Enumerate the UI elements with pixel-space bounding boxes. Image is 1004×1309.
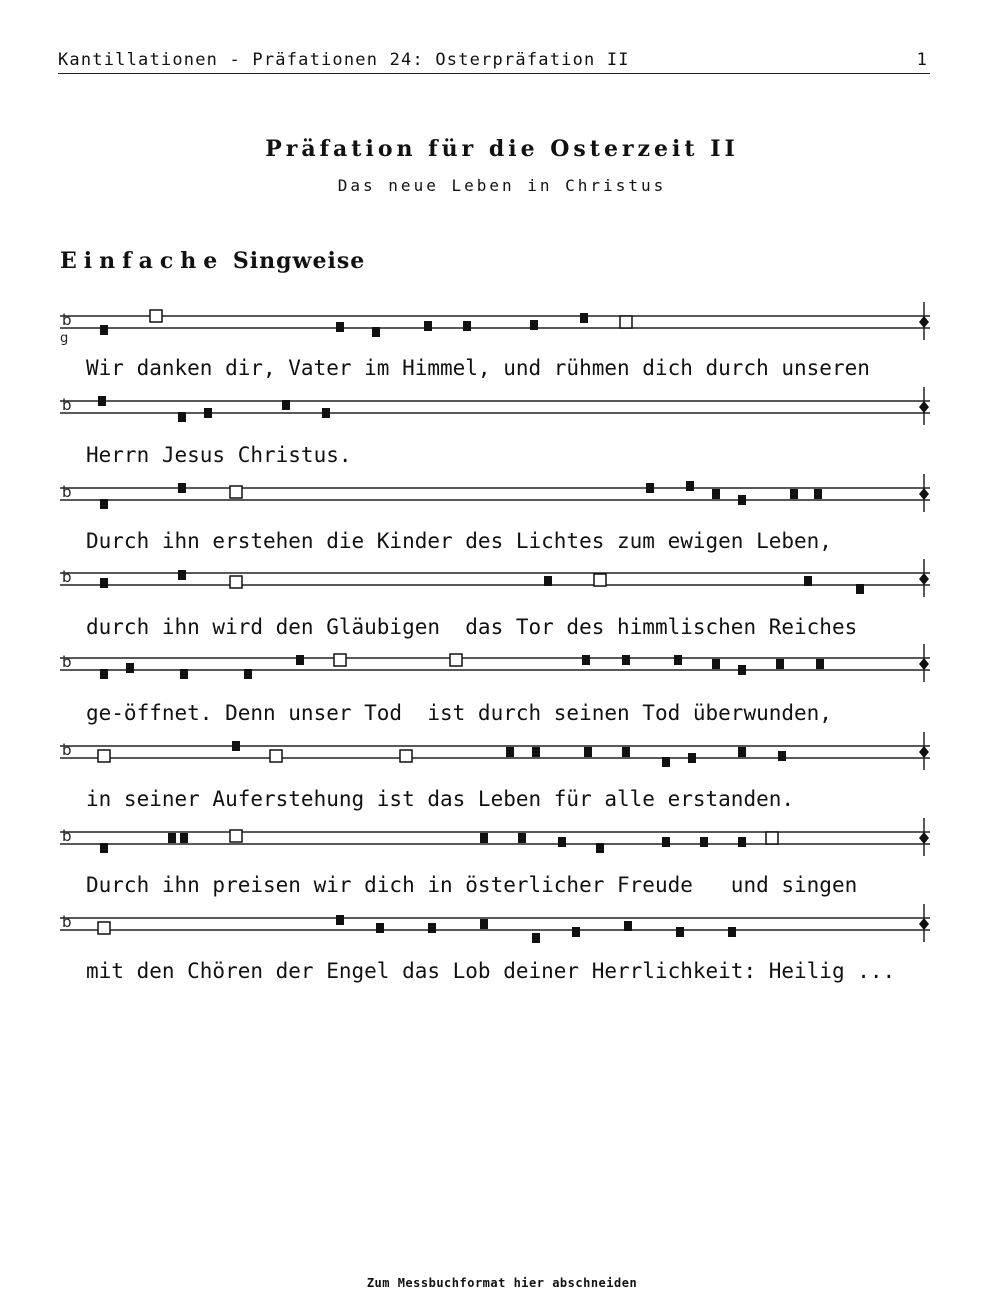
neume-note	[582, 655, 590, 665]
neume-note	[624, 921, 632, 931]
flat-clef: b	[62, 913, 72, 931]
reciting-note	[620, 316, 632, 328]
neume-group	[98, 396, 330, 422]
neume-note	[572, 927, 580, 937]
neume-note	[336, 915, 344, 925]
chant-staff	[60, 302, 930, 340]
neume-note	[506, 747, 514, 757]
neume-note	[738, 495, 746, 505]
neume-note	[100, 325, 108, 335]
neume-note	[532, 933, 540, 943]
neume-group	[100, 833, 746, 853]
neume-note	[100, 578, 108, 588]
neume-note	[424, 321, 432, 331]
neume-note	[558, 837, 566, 847]
neume-note	[814, 489, 822, 499]
custos-note	[919, 832, 929, 844]
clef-signs	[60, 311, 72, 931]
neume-note	[532, 747, 540, 757]
neume-note	[738, 747, 746, 757]
neume-note	[376, 923, 384, 933]
custos-note	[919, 918, 929, 930]
neume-note	[296, 655, 304, 665]
custos-note	[919, 746, 929, 758]
flat-clef: b	[62, 311, 72, 329]
neume-note	[584, 747, 592, 757]
neume-note	[463, 321, 471, 331]
chant-staff	[60, 474, 930, 512]
neume-note	[662, 757, 670, 767]
neume-note	[244, 669, 252, 679]
neume-note	[674, 655, 682, 665]
page-title: Präfation für die Osterzeit II	[265, 136, 739, 162]
header-title: Kantillationen - Präfationen 24: Osterpräfation II	[58, 50, 630, 70]
neume-group	[100, 481, 822, 509]
reciting-note	[334, 654, 346, 666]
cut-line-note: Zum Messbuchformat hier abschneiden	[366, 1276, 638, 1290]
neume-note	[530, 320, 538, 330]
reciting-note	[230, 486, 242, 498]
reciting-note	[150, 310, 162, 322]
custos-note	[919, 316, 929, 328]
neume-note	[282, 400, 290, 410]
neume-note	[738, 837, 746, 847]
reciting-note	[270, 750, 282, 762]
neume-note	[232, 741, 240, 751]
neume-note	[98, 396, 106, 406]
g-clef-letter: g	[60, 331, 69, 346]
custos-note	[919, 401, 929, 413]
custos-note	[919, 573, 929, 585]
custos-note	[919, 488, 929, 500]
lyric-line: Durch ihn preisen wir dich in österlicher Freude und singen	[86, 873, 858, 897]
neume-note	[816, 659, 824, 669]
neume-note	[100, 669, 108, 679]
reciting-note	[450, 654, 462, 666]
flat-clef: b	[62, 653, 72, 671]
neume-note	[100, 843, 108, 853]
neume-note	[622, 655, 630, 665]
lyric-line: Herrn Jesus Christus.	[86, 443, 352, 467]
reciting-note	[98, 750, 110, 762]
chant-staff	[60, 818, 930, 856]
neume-note	[204, 408, 212, 418]
chant-staff	[60, 732, 930, 770]
page-number: 1	[916, 50, 928, 70]
neume-note	[168, 833, 176, 843]
neume-note	[596, 843, 604, 853]
neume-note	[126, 663, 134, 673]
neume-note	[686, 481, 694, 491]
chant-staff	[60, 644, 930, 682]
chant-staff	[60, 387, 930, 425]
reciting-note	[98, 922, 110, 934]
reciting-note	[400, 750, 412, 762]
neume-note	[738, 665, 746, 675]
neume-note	[676, 927, 684, 937]
neume-note	[856, 584, 864, 594]
neume-note	[544, 576, 552, 586]
reciting-note	[230, 830, 242, 842]
neume-note	[518, 833, 526, 843]
neume-note	[480, 833, 488, 843]
neume-note	[688, 753, 696, 763]
neume-note	[646, 483, 654, 493]
neume-note	[790, 489, 798, 499]
neume-note	[700, 837, 708, 847]
neume-note	[428, 923, 436, 933]
neume-note	[322, 408, 330, 418]
lyric-line: Wir danken dir, Vater im Himmel, und rühmen dich durch unseren	[86, 356, 870, 380]
neume-note	[372, 327, 380, 337]
neume-note	[804, 576, 812, 586]
neume-note	[180, 833, 188, 843]
neume-note	[712, 489, 720, 499]
neume-group	[336, 915, 736, 943]
flat-clef: b	[62, 741, 72, 759]
neume-note	[580, 313, 588, 323]
lyric-line: in seiner Auferstehung ist das Leben für alle erstanden.	[86, 787, 795, 811]
reciting-note	[230, 576, 242, 588]
page-subtitle: Das neue Leben in Christus	[337, 176, 667, 195]
neume-note	[100, 499, 108, 509]
lyric-line: ge-öffnet. Denn unser Tod ist durch seinen Tod überwunden,	[86, 701, 832, 725]
neume-note	[178, 483, 186, 493]
neume-note	[712, 659, 720, 669]
flat-clef: b	[62, 396, 72, 414]
reciting-note	[766, 832, 778, 844]
section-heading-word: Singweise	[232, 248, 366, 274]
lyric-line: Durch ihn erstehen die Kinder des Lichtes zum ewigen Leben,	[86, 529, 832, 553]
neume-note	[662, 837, 670, 847]
neume-note	[178, 412, 186, 422]
neume-note	[178, 570, 186, 580]
flat-clef: b	[62, 568, 72, 586]
chant-staff	[60, 559, 930, 597]
lyric-line: mit den Chören der Engel das Lob deiner Herrlichkeit: Heilig ...	[86, 959, 896, 983]
neume-note	[180, 669, 188, 679]
flat-clef: b	[62, 483, 72, 501]
neume-note	[778, 751, 786, 761]
neume-note	[728, 927, 736, 937]
chant-staff	[60, 904, 930, 942]
neume-note	[776, 659, 784, 669]
flat-clef: b	[62, 827, 72, 845]
neume-group	[232, 741, 786, 767]
neume-note	[480, 919, 488, 929]
neume-note	[622, 747, 630, 757]
section-heading-spaced: Einfache	[60, 248, 225, 274]
neume-note	[336, 322, 344, 332]
custos-note	[919, 658, 929, 670]
reciting-note	[594, 574, 606, 586]
lyric-line: durch ihn wird den Gläubigen das Tor des himmlischen Reiches	[86, 615, 858, 639]
